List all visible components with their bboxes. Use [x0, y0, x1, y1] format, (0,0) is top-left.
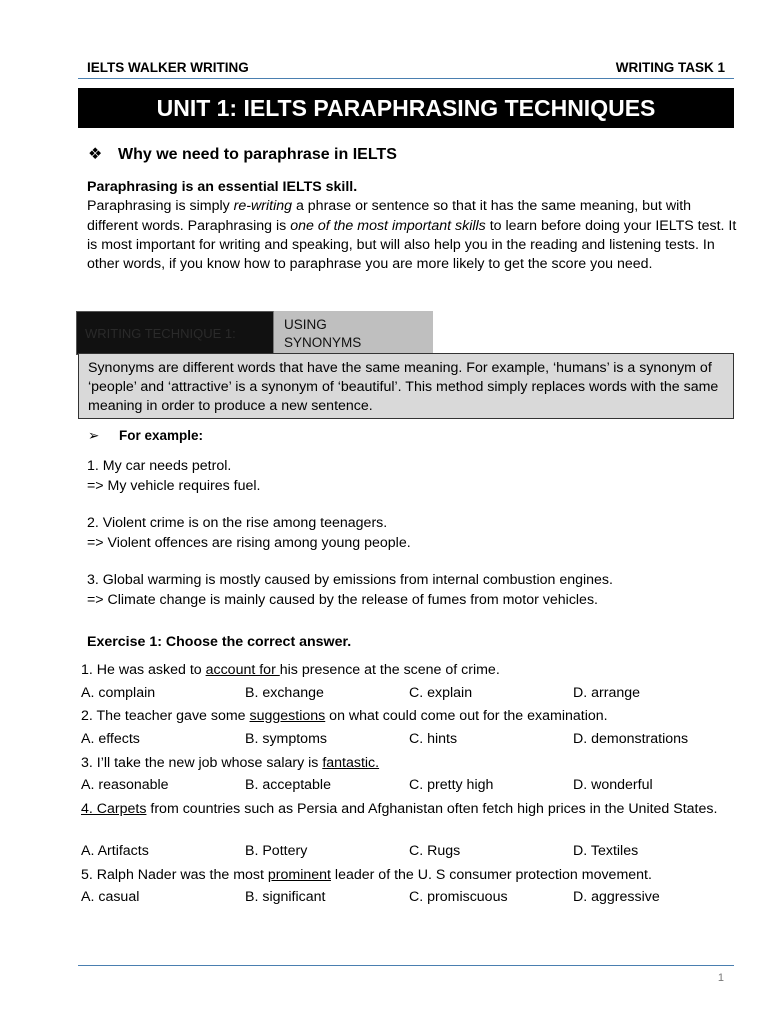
question-text: 1. He was asked to	[81, 662, 206, 678]
option-c[interactable]: C. explain	[409, 685, 473, 701]
option-a[interactable]: A. complain	[81, 685, 156, 701]
unit-title-banner	[78, 88, 734, 128]
option-b[interactable]: B. Pottery	[245, 843, 308, 859]
example-original: 2. Violent crime is on the rise among teenagers.	[87, 515, 388, 531]
option-d[interactable]: D. arrange	[573, 685, 641, 701]
underlined-term: account for	[205, 662, 280, 678]
question-5	[81, 866, 731, 885]
example-1	[87, 457, 737, 496]
option-c[interactable]: C. promiscuous	[409, 889, 508, 905]
question-text: 3. I’ll take the new job whose salary is	[81, 755, 323, 771]
example-paraphrase: => Violent offences are rising among young people.	[87, 534, 411, 551]
question-2-options	[81, 731, 731, 751]
technique-name-line-2: SYNONYMS	[284, 335, 362, 350]
option-d[interactable]: D. wonderful	[573, 777, 653, 793]
option-d[interactable]: D. demonstrations	[573, 731, 689, 747]
diamond-bullet-icon: ❖	[88, 146, 103, 163]
intro-emphasis-2: one of the most important skills	[290, 217, 486, 234]
option-b[interactable]: B. symptoms	[245, 731, 327, 747]
arrow-bullet-icon: ➢	[88, 428, 100, 443]
intro-paragraph	[87, 178, 737, 274]
option-d[interactable]: D. aggressive	[573, 889, 660, 905]
section-heading-text: Why we need to paraphrase in IELTS	[118, 146, 397, 163]
underlined-term: 4. Carpets	[81, 801, 147, 817]
intro-text-1: Paraphrasing is simply	[87, 198, 234, 215]
intro-lead: Paraphrasing is an essential IELTS skill.	[87, 179, 358, 195]
question-5-options	[81, 889, 731, 909]
option-b[interactable]: B. exchange	[245, 685, 324, 701]
header-divider	[78, 78, 734, 79]
intro-body	[87, 197, 737, 274]
technique-name-line-1: USING	[284, 317, 327, 332]
question-1	[81, 661, 731, 680]
section-heading	[88, 144, 397, 164]
option-a[interactable]: A. casual	[81, 889, 140, 905]
page-header	[87, 60, 725, 78]
option-d[interactable]: D. Textiles	[573, 843, 639, 859]
underlined-term: prominent	[267, 867, 331, 883]
option-b[interactable]: B. significant	[245, 889, 326, 905]
footer-divider	[78, 965, 734, 966]
example-paraphrase: => My vehicle requires fuel.	[87, 477, 261, 494]
header-right-text: WRITING TASK 1	[615, 60, 725, 75]
question-4-options	[81, 843, 731, 863]
example-3	[87, 571, 737, 610]
example-2	[87, 514, 737, 553]
option-a[interactable]: A. Artifacts	[81, 843, 149, 859]
example-original: 1. My car needs petrol.	[87, 458, 232, 474]
option-a[interactable]: A. effects	[81, 731, 140, 747]
unit-title: UNIT 1: IELTS PARAPHRASING TECHNIQUES	[156, 94, 656, 121]
intro-text-2: a phrase or sentence so that it has the same meaning, but with different words. Paraphrasing is	[87, 198, 692, 234]
synonym-definition-box: Synonyms are different words that have the same meaning. For example, ‘humans’ is a synonym of ‘people’ and ‘attractive’ is a synonym of ‘beautiful’. This method simply replaces words with the same meaning in order to produce a new sentence.	[78, 353, 734, 419]
page-number: 1	[717, 972, 724, 984]
question-3	[81, 754, 731, 773]
technique-label: WRITING TECHNIQUE 1:	[85, 326, 236, 341]
technique-name-box	[273, 311, 433, 355]
intro-text-3: to learn before doing your IELTS test. It is most important for writing and speaking, but will also help you in the reading and listening tests. In other words, if you know how to paraphrase you are more likely to get the score you need.	[87, 217, 737, 273]
technique-tab	[76, 311, 433, 355]
question-text: from countries such as Persia and Afghanistan often fetch high prices in the United States.	[146, 801, 718, 817]
question-text: his presence at the scene of crime.	[279, 662, 500, 678]
header-left-text: IELTS WALKER WRITING	[87, 60, 249, 75]
underlined-term: fantastic.	[322, 755, 380, 771]
question-text: 2. The teacher gave some	[81, 708, 250, 724]
example-paraphrase: => Climate change is mainly caused by the release of fumes from motor vehicles.	[87, 591, 598, 608]
option-c[interactable]: C. pretty high	[409, 777, 494, 793]
examples-heading	[88, 428, 203, 444]
option-a[interactable]: A. reasonable	[81, 777, 169, 793]
exercise-title: Exercise 1: Choose the correct answer.	[87, 634, 352, 650]
question-text: on what could come out for the examination.	[325, 708, 608, 724]
question-3-options	[81, 777, 731, 797]
examples-heading-text: For example:	[119, 428, 204, 443]
example-original: 3. Global warming is mostly caused by emissions from internal combustion engines.	[87, 572, 613, 588]
intro-emphasis-1: re-writing	[233, 198, 293, 215]
option-b[interactable]: B. acceptable	[245, 777, 331, 793]
underlined-term: suggestions	[249, 708, 326, 724]
question-2	[81, 707, 731, 726]
question-1-options	[81, 685, 731, 705]
question-text: 5. Ralph Nader was the most	[81, 867, 268, 883]
question-4	[81, 800, 731, 819]
question-text: leader of the U. S consumer protection movement.	[330, 867, 652, 883]
option-c[interactable]: C. Rugs	[409, 843, 461, 859]
option-c[interactable]: C. hints	[409, 731, 458, 747]
